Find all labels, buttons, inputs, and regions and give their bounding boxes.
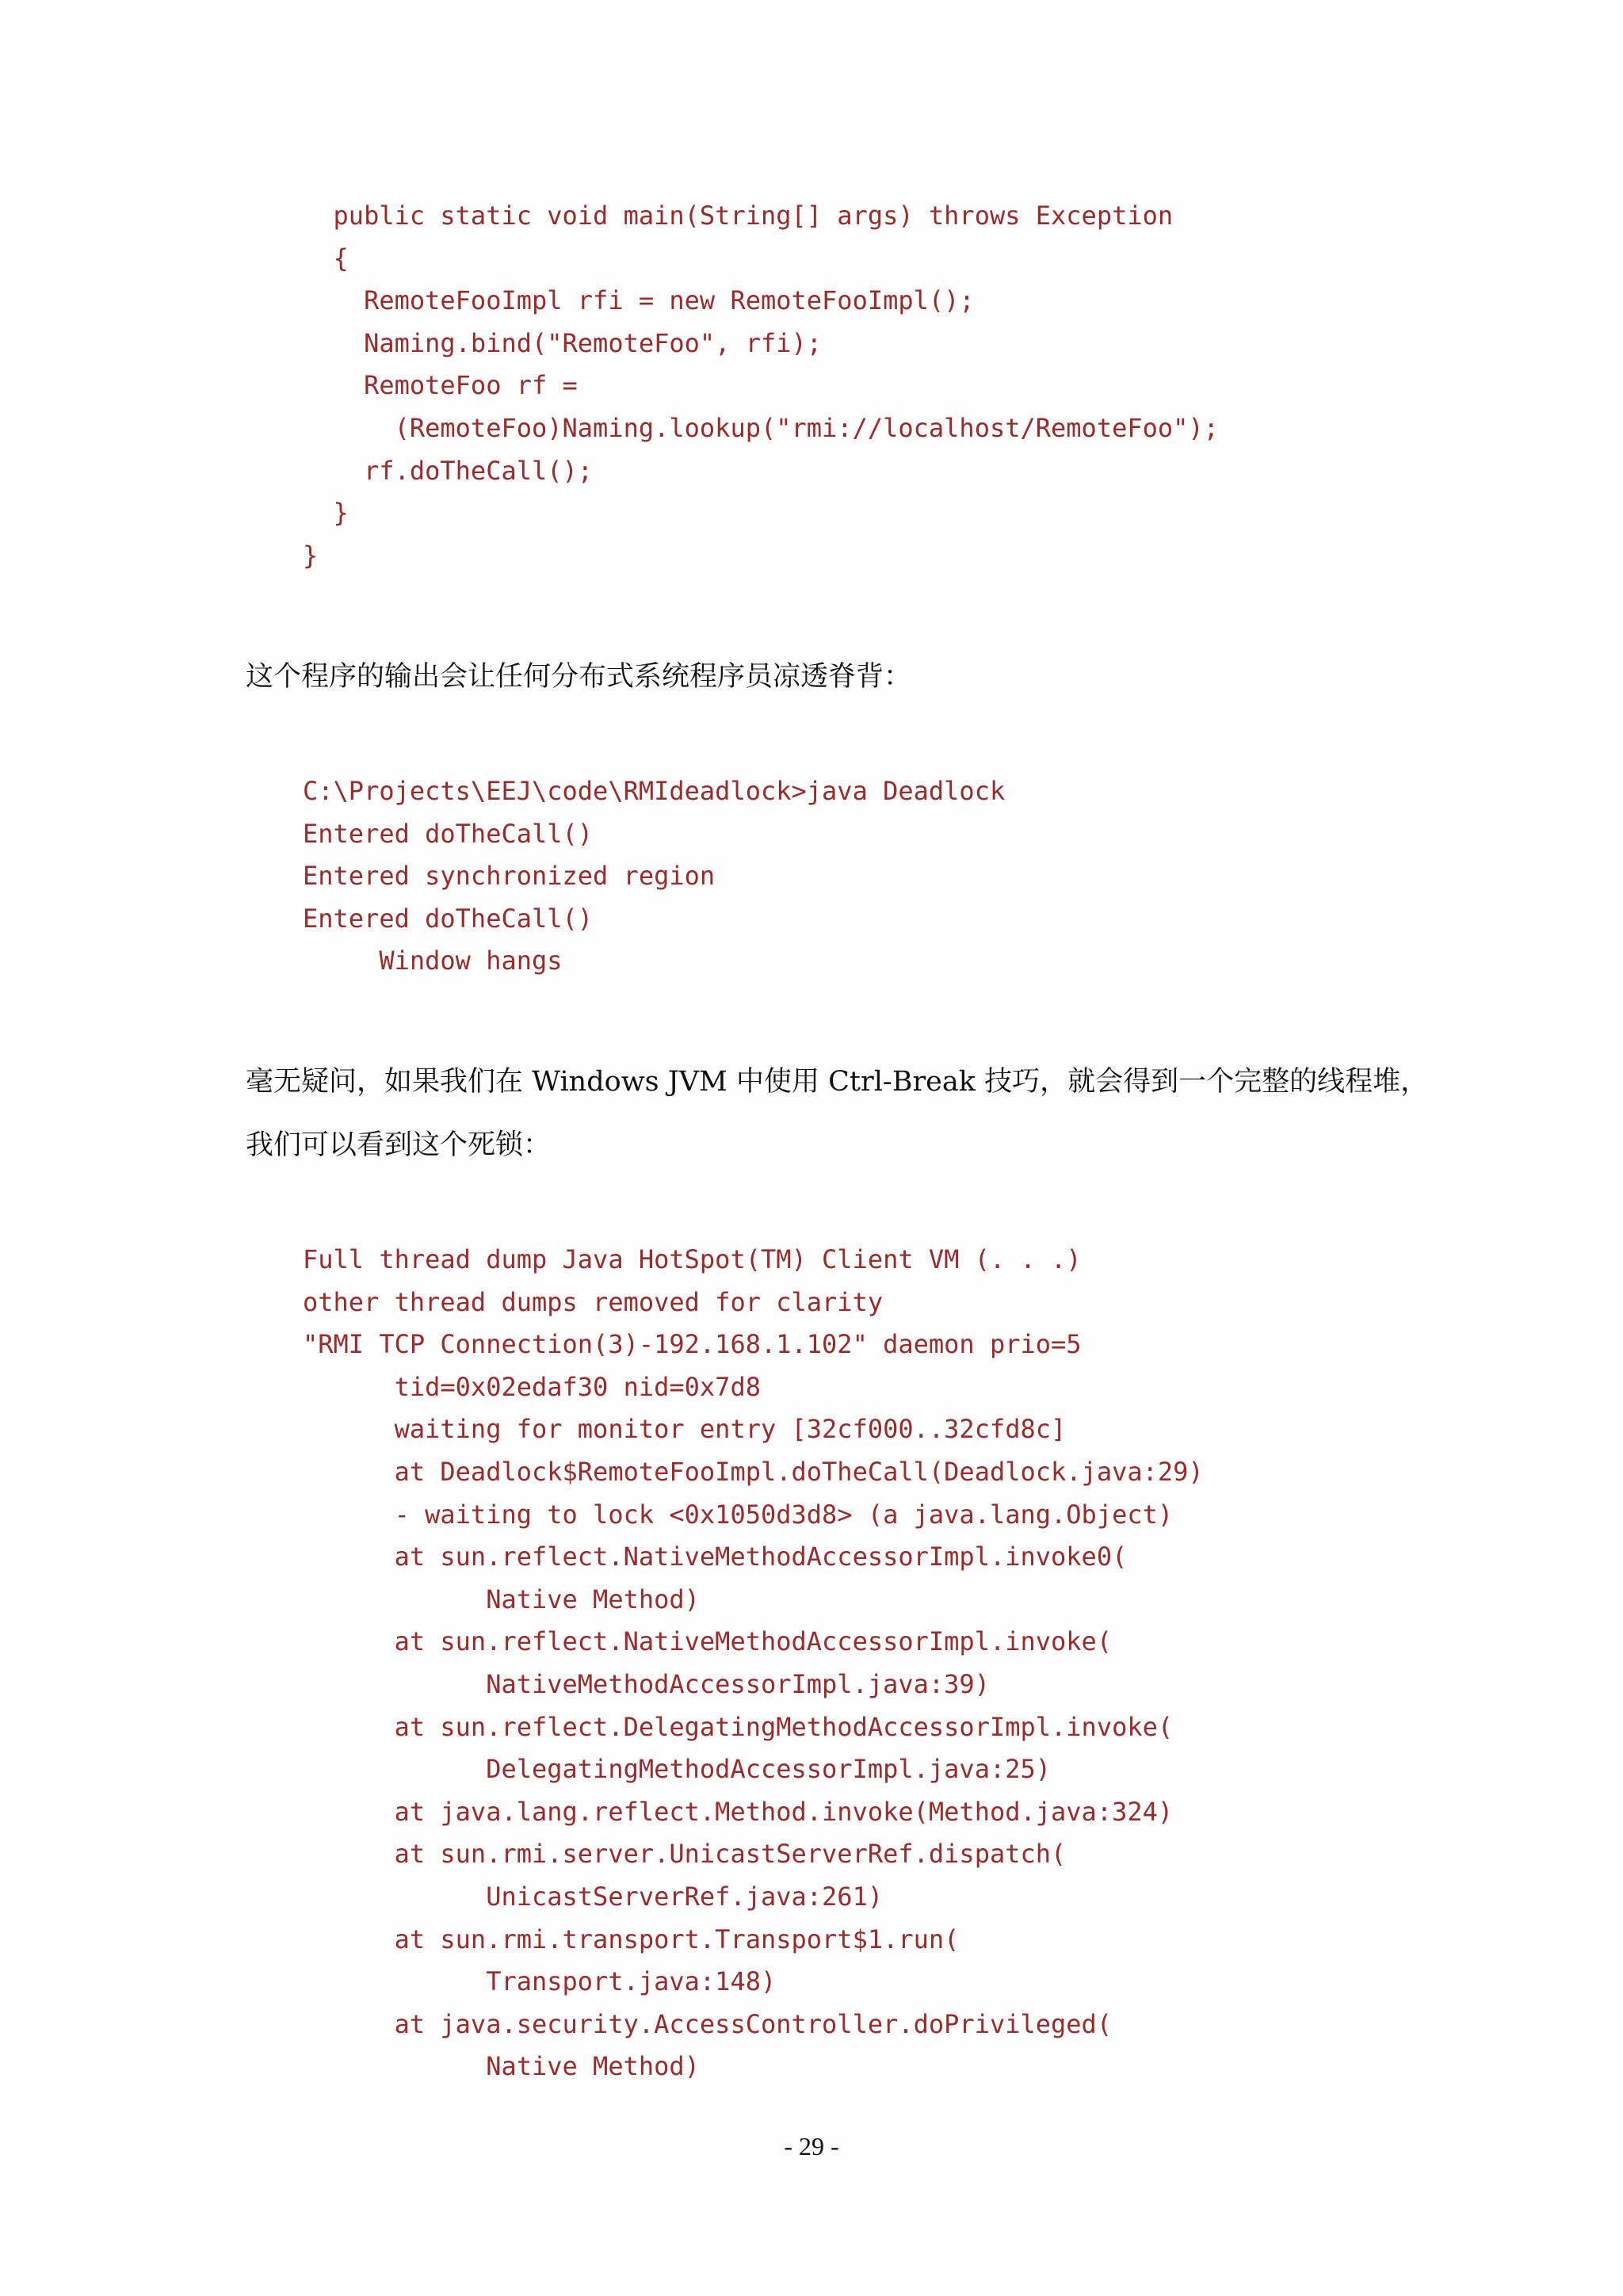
code-line: Naming.bind("RemoteFoo", rfi); <box>303 327 823 358</box>
code-line: "RMI TCP Connection(3)-192.168.1.102" daemon prio=5 <box>303 1329 1082 1360</box>
code-line: Entered synchronized region <box>303 861 716 892</box>
code-line: rf.doTheCall(); <box>303 455 594 486</box>
code-line: waiting for monitor entry [32cf000..32cfd8c] <box>303 1414 1067 1445</box>
code-line: Full thread dump Java HotSpot(TM) Client VM (. . .) <box>303 1244 1082 1274</box>
code-line: NativeMethodAccessorImpl.java:39) <box>303 1668 990 1699</box>
code-block-program-output <box>303 770 1005 983</box>
code-block-thread-dump <box>303 1239 1204 2088</box>
code-line: Entered doTheCall() <box>303 903 594 934</box>
code-line: public static void main(String[] args) throws Exception <box>303 201 1174 231</box>
code-line: Native Method) <box>303 1584 700 1614</box>
code-line: tid=0x02edaf30 nid=0x7d8 <box>303 1371 761 1402</box>
code-line: at sun.reflect.NativeMethodAccessorImpl.invoke( <box>303 1626 1113 1657</box>
code-line: at sun.reflect.DelegatingMethodAccessorImpl.invoke( <box>303 1711 1174 1742</box>
code-line: RemoteFoo rf = <box>303 370 578 401</box>
code-line: Window hangs <box>303 946 563 976</box>
code-line: (RemoteFoo)Naming.lookup("rmi://localhost/RemoteFoo"); <box>303 412 1219 443</box>
code-line: Transport.java:148) <box>303 1966 777 1997</box>
paragraph-thread-dump-intro-line2: 我们可以看到这个死锁： <box>246 1129 552 1161</box>
code-line: at java.lang.reflect.Method.invoke(Method.java:324) <box>303 1796 1174 1827</box>
code-line: Native Method) <box>303 2051 700 2082</box>
code-line: other thread dumps removed for clarity <box>303 1286 884 1317</box>
code-line: } <box>303 540 319 571</box>
code-line: DelegatingMethodAccessorImpl.java:25) <box>303 1754 1052 1785</box>
page-number: - 29 - <box>784 2132 839 2160</box>
code-line: at sun.rmi.transport.Transport$1.run( <box>303 1924 960 1954</box>
code-line: UnicastServerRef.java:261) <box>303 1881 884 1912</box>
code-line: at sun.reflect.NativeMethodAccessorImpl.invoke0( <box>303 1541 1128 1572</box>
code-line: at Deadlock$RemoteFooImpl.doTheCall(Deadlock.java:29) <box>303 1456 1204 1487</box>
paragraph-output-intro: 这个程序的输出会让任何分布式系统程序员凉透脊背： <box>246 661 912 693</box>
code-line: at java.security.AccessController.doPrivileged( <box>303 2008 1113 2039</box>
paragraph-thread-dump-intro-line1: 毫无疑问，如果我们在 Windows JVM 中使用 Ctrl-Break 技巧，就会得到一个完整的线程堆， <box>246 1066 1429 1098</box>
code-line: C:\Projects\EEJ\code\RMIdeadlock>java Deadlock <box>303 776 1006 806</box>
code-line: - waiting to lock <0x1050d3d8> (a java.lang.Object) <box>303 1499 1174 1530</box>
code-line: Entered doTheCall() <box>303 818 594 849</box>
code-line: } <box>303 498 349 529</box>
code-block-main-method <box>303 195 1219 577</box>
code-line: { <box>303 243 349 273</box>
code-line: at sun.rmi.server.UnicastServerRef.dispatch( <box>303 1839 1067 1870</box>
code-line: RemoteFooImpl rfi = new RemoteFooImpl(); <box>303 285 975 316</box>
